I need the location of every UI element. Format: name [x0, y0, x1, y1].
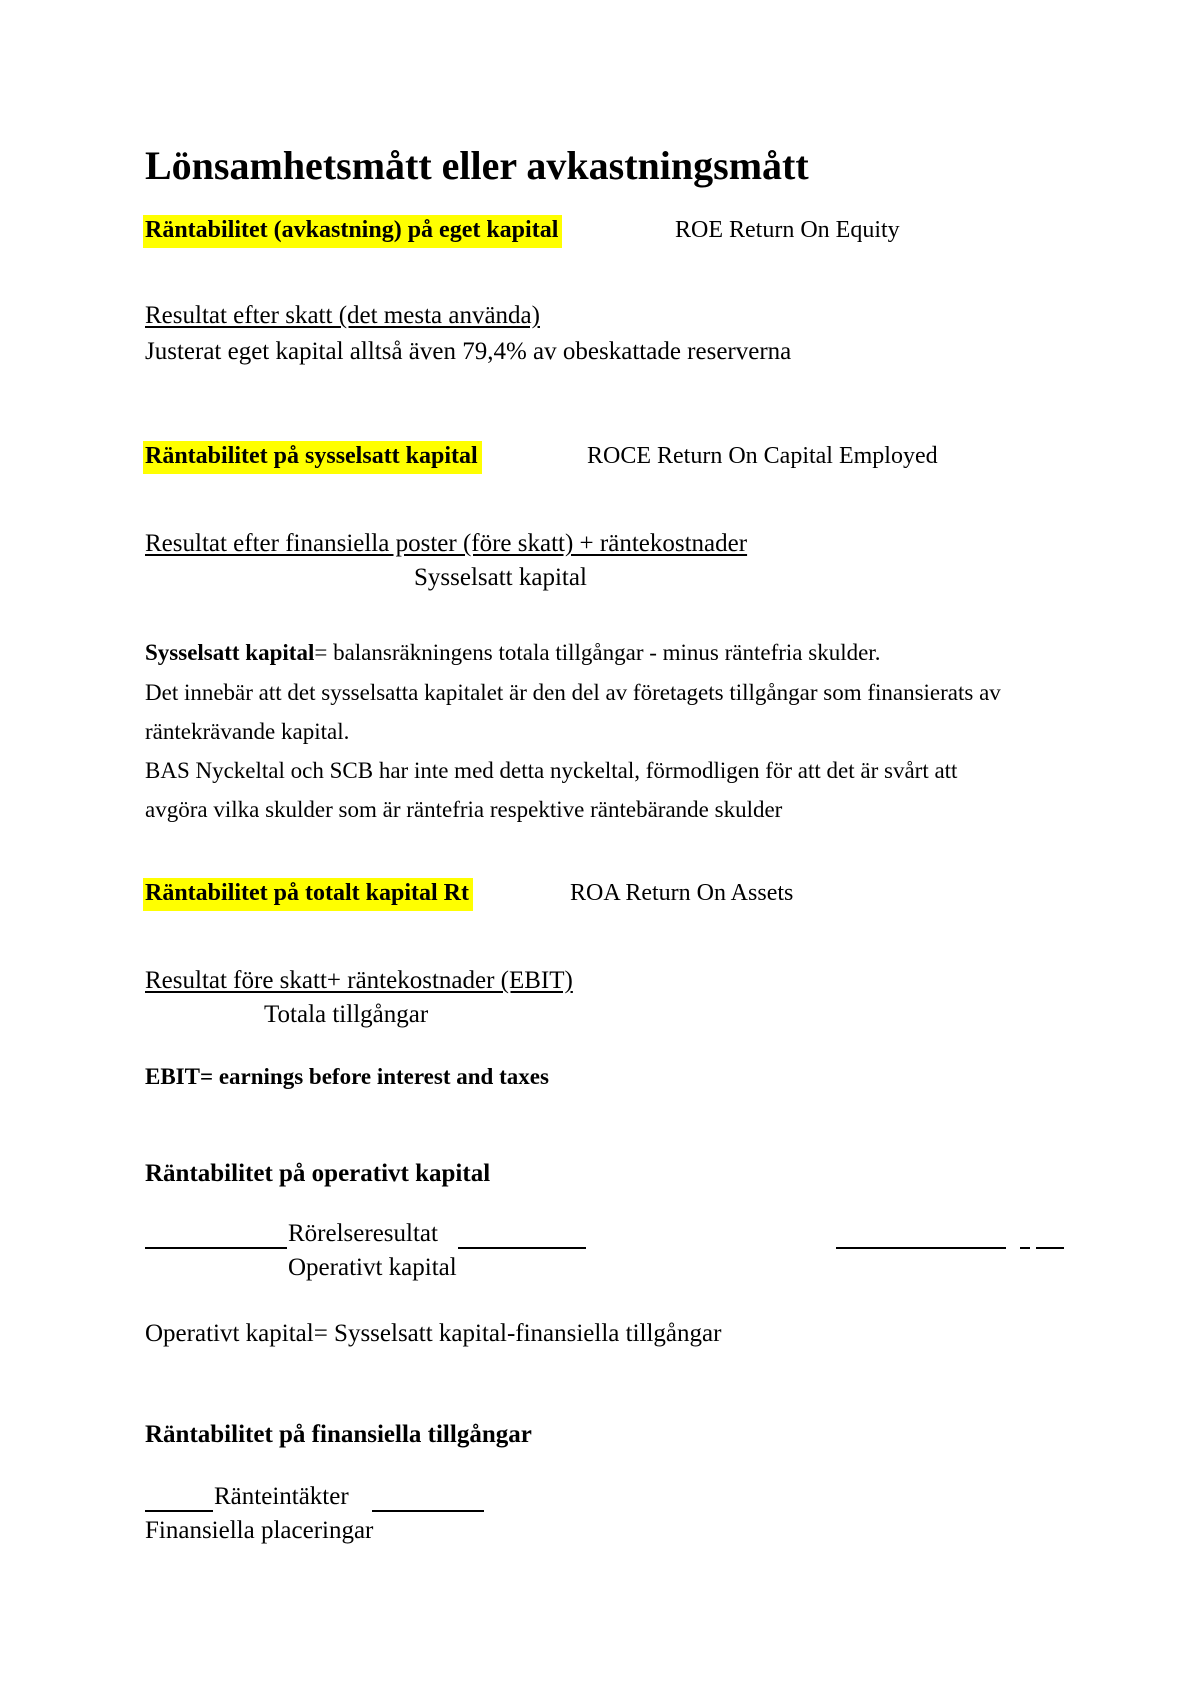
- operative-heading: Räntabilitet på operativt kapital: [145, 1160, 491, 1187]
- fraction-line: [145, 1247, 287, 1249]
- fraction-line: [458, 1247, 586, 1249]
- page-title: Lönsamhetsmått eller avkastningsmått: [145, 143, 809, 188]
- roa-heading: Räntabilitet på totalt kapital Rt: [143, 878, 473, 911]
- operative-denominator: Operativt kapital: [288, 1254, 457, 1281]
- roce-definition-text: balansräkningens totala tillgångar - minus räntefria skulder.: [333, 640, 881, 665]
- financial-denominator: Finansiella placeringar: [145, 1517, 374, 1544]
- roce-definition-equals: =: [314, 640, 334, 665]
- roe-abbreviation: ROE Return On Equity: [675, 217, 900, 243]
- roce-note-line: BAS Nyckeltal och SCB har inte med detta nyckeltal, förmodligen för att det är svårt att: [145, 758, 958, 783]
- roa-denominator: Totala tillgångar: [264, 1001, 429, 1028]
- decorative-line: [836, 1247, 1006, 1249]
- ebit-definition: EBIT= earnings before interest and taxes: [145, 1064, 549, 1089]
- roce-definition: [145, 640, 880, 666]
- roce-numerator: Resultat efter finansiella poster (före skatt) + räntekostnader: [145, 530, 748, 557]
- operative-definition: Operativt kapital= Sysselsatt kapital-finansiella tillgångar: [145, 1320, 722, 1347]
- roa-abbreviation: ROA Return On Assets: [570, 880, 794, 906]
- roa-numerator: Resultat före skatt+ räntekostnader (EBIT): [145, 967, 573, 994]
- operative-numerator: Rörelseresultat: [288, 1220, 438, 1247]
- roce-note-line: räntekrävande kapital.: [145, 719, 350, 744]
- fraction-line: [372, 1510, 484, 1512]
- roe-denominator: Justerat eget kapital alltså även 79,4% av obeskattade reserverna: [145, 338, 792, 365]
- roce-note-line: avgöra vilka skulder som är räntefria respektive räntebärande skulder: [145, 797, 783, 822]
- roce-abbreviation: ROCE Return On Capital Employed: [587, 443, 938, 469]
- decorative-dash: [1020, 1247, 1030, 1249]
- roce-denominator: Sysselsatt kapital: [414, 564, 587, 591]
- financial-heading: Räntabilitet på finansiella tillgångar: [145, 1421, 532, 1448]
- roce-definition-term: Sysselsatt kapital: [145, 640, 315, 665]
- roe-numerator: Resultat efter skatt (det mesta använda): [145, 302, 540, 329]
- decorative-dash: [1036, 1247, 1064, 1249]
- roe-heading: Räntabilitet (avkastning) på eget kapital: [143, 215, 562, 248]
- roce-heading: Räntabilitet på sysselsatt kapital: [143, 441, 482, 474]
- roce-note-line: Det innebär att det sysselsatta kapitalet är den del av företagets tillgångar som finansierats av: [145, 680, 1001, 705]
- financial-numerator: Ränteintäkter: [214, 1483, 349, 1510]
- fraction-line: [145, 1510, 213, 1512]
